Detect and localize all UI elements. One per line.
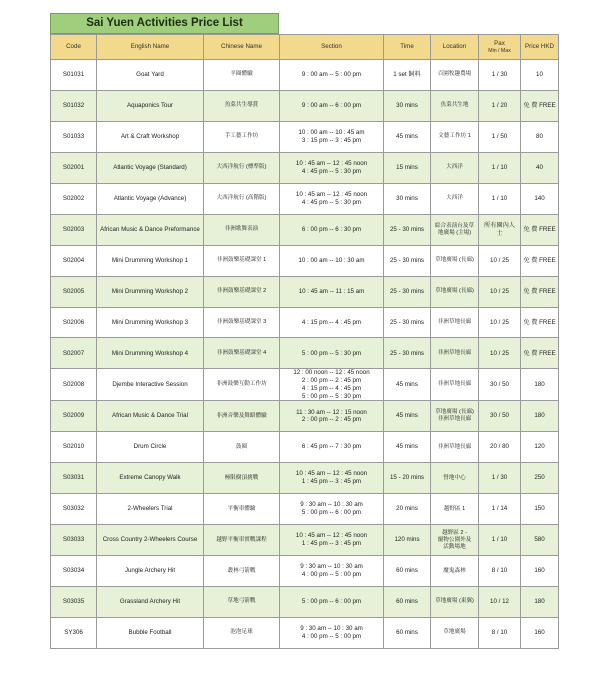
cell-code: S02004 bbox=[51, 245, 97, 276]
cell-code: S02007 bbox=[51, 338, 97, 369]
cell-english-name: Atlantic Voyage (Standard) bbox=[97, 152, 204, 183]
cell-pax: 所有園內人士 bbox=[479, 214, 521, 245]
cell-chinese-name: 鼓圈 bbox=[204, 432, 280, 463]
cell-time: 45 mins bbox=[384, 121, 431, 152]
header-time: Time bbox=[384, 35, 431, 60]
cell-time: 15 - 20 mins bbox=[384, 463, 431, 494]
cell-pax: 1 / 50 bbox=[479, 121, 521, 152]
cell-location: 草地廣場 (長廊) bbox=[431, 245, 479, 276]
cell-price: 免 費 FREE bbox=[521, 338, 559, 369]
cell-location: 大西洋 bbox=[431, 183, 479, 214]
cell-pax: 30 / 50 bbox=[479, 369, 521, 401]
cell-chinese-name: 手工藝工作坊 bbox=[204, 121, 280, 152]
cell-location: 草地廣場 (東翼) bbox=[431, 587, 479, 618]
cell-code: S03034 bbox=[51, 556, 97, 587]
cell-code: S02006 bbox=[51, 307, 97, 338]
table-row bbox=[51, 276, 559, 307]
cell-code: S02009 bbox=[51, 401, 97, 432]
cell-code: S03031 bbox=[51, 463, 97, 494]
cell-price: 160 bbox=[521, 617, 559, 648]
cell-code: S01032 bbox=[51, 90, 97, 121]
cell-section: 10 : 45 am -- 11 : 15 am bbox=[280, 276, 384, 307]
cell-section: 10 : 45 am -- 12 : 45 noon 1 : 45 pm -- 3 : 45 pm bbox=[280, 463, 384, 494]
table-row bbox=[51, 494, 559, 525]
header-pax-minmax: Min / Max bbox=[488, 47, 511, 54]
cell-time: 60 mins bbox=[384, 587, 431, 618]
cell-code: S03032 bbox=[51, 494, 97, 525]
table-row bbox=[51, 556, 559, 587]
cell-code: S02001 bbox=[51, 152, 97, 183]
cell-english-name: Mini Drumming Workshop 1 bbox=[97, 245, 204, 276]
cell-code: SY306 bbox=[51, 617, 97, 648]
cell-section: 10 : 45 am -- 12 : 45 noon 4 : 45 pm -- 5 : 30 pm bbox=[280, 183, 384, 214]
cell-price: 120 bbox=[521, 432, 559, 463]
header-location: Location bbox=[431, 35, 479, 60]
table-row bbox=[51, 525, 559, 556]
cell-time: 25 - 30 mins bbox=[384, 307, 431, 338]
cell-price: 180 bbox=[521, 369, 559, 401]
cell-english-name: Drum Circle bbox=[97, 432, 204, 463]
price-table bbox=[50, 34, 559, 649]
cell-location: 大西洋 bbox=[431, 152, 479, 183]
cell-chinese-name: 非洲音樂及舞蹈體驗 bbox=[204, 401, 280, 432]
table-row bbox=[51, 401, 559, 432]
cell-pax: 1 / 14 bbox=[479, 494, 521, 525]
cell-pax: 1 / 10 bbox=[479, 183, 521, 214]
table-row bbox=[51, 214, 559, 245]
cell-price: 180 bbox=[521, 587, 559, 618]
table-row bbox=[51, 463, 559, 494]
cell-section: 5 : 00 pm -- 5 : 30 pm bbox=[280, 338, 384, 369]
cell-time: 20 mins bbox=[384, 494, 431, 525]
cell-time: 60 mins bbox=[384, 556, 431, 587]
cell-time: 1 set 飼料 bbox=[384, 60, 431, 91]
cell-english-name: African Music & Dance Preformance bbox=[97, 214, 204, 245]
header-english-name: English Name bbox=[97, 35, 204, 60]
header-price: Price HKD bbox=[521, 35, 559, 60]
cell-location: 非洲草地長廊 bbox=[431, 432, 479, 463]
cell-pax: 30 / 50 bbox=[479, 401, 521, 432]
cell-time: 30 mins bbox=[384, 90, 431, 121]
cell-english-name: Goat Yard bbox=[97, 60, 204, 91]
cell-chinese-name: 非洲鼓樂基礎課堂 3 bbox=[204, 307, 280, 338]
cell-code: S03035 bbox=[51, 587, 97, 618]
cell-price: 580 bbox=[521, 525, 559, 556]
header-pax bbox=[479, 35, 521, 60]
cell-chinese-name: 泡泡足球 bbox=[204, 617, 280, 648]
cell-section: 5 : 00 pm -- 6 : 00 pm bbox=[280, 587, 384, 618]
cell-chinese-name: 非洲鼓樂基礎課堂 4 bbox=[204, 338, 280, 369]
cell-time: 45 mins bbox=[384, 369, 431, 401]
cell-english-name: Mini Drumming Workshop 2 bbox=[97, 276, 204, 307]
cell-pax: 8 / 10 bbox=[479, 556, 521, 587]
cell-pax: 1 / 30 bbox=[479, 463, 521, 494]
cell-price: 免 費 FREE bbox=[521, 245, 559, 276]
cell-chinese-name: 草地弓箭戰 bbox=[204, 587, 280, 618]
cell-code: S01033 bbox=[51, 121, 97, 152]
cell-section: 9 : 30 am -- 10 : 30 am 4 : 00 pm -- 5 : 00 pm bbox=[280, 556, 384, 587]
cell-english-name: Extreme Canopy Walk bbox=[97, 463, 204, 494]
header-section: Section bbox=[280, 35, 384, 60]
cell-chinese-name: 非洲歌舞表演 bbox=[204, 214, 280, 245]
cell-chinese-name: 非洲鼓樂互動工作坊 bbox=[204, 369, 280, 401]
cell-chinese-name: 平衡車體驗 bbox=[204, 494, 280, 525]
cell-english-name: Mini Drumming Workshop 4 bbox=[97, 338, 204, 369]
cell-code: S01031 bbox=[51, 60, 97, 91]
table-row bbox=[51, 307, 559, 338]
cell-english-name: Aquaponics Tour bbox=[97, 90, 204, 121]
cell-location: 綜合表演台及草地廣場 (主場) bbox=[431, 214, 479, 245]
cell-code: S02008 bbox=[51, 369, 97, 401]
table-row bbox=[51, 338, 559, 369]
table-row bbox=[51, 152, 559, 183]
cell-section: 9 : 30 am -- 10 : 30 am 5 : 00 pm -- 6 : 00 pm bbox=[280, 494, 384, 525]
cell-time: 45 mins bbox=[384, 432, 431, 463]
cell-code: S03033 bbox=[51, 525, 97, 556]
cell-section: 11 : 30 am -- 12 : 15 noon 2 : 00 pm -- 2 : 45 pm bbox=[280, 401, 384, 432]
cell-time: 120 mins bbox=[384, 525, 431, 556]
cell-time: 25 - 30 mins bbox=[384, 214, 431, 245]
cell-price: 140 bbox=[521, 183, 559, 214]
cell-time: 30 mins bbox=[384, 183, 431, 214]
header-chinese-name: Chinese Name bbox=[204, 35, 280, 60]
cell-english-name: Art & Craft Workshop bbox=[97, 121, 204, 152]
cell-location: 魔鬼森林 bbox=[431, 556, 479, 587]
cell-english-name: Mini Drumming Workshop 3 bbox=[97, 307, 204, 338]
cell-price: 150 bbox=[521, 494, 559, 525]
cell-location: 非洲草地長廊 bbox=[431, 307, 479, 338]
cell-price: 10 bbox=[521, 60, 559, 91]
cell-code: S02010 bbox=[51, 432, 97, 463]
cell-time: 25 - 30 mins bbox=[384, 245, 431, 276]
cell-section: 6 : 00 pm -- 6 : 30 pm bbox=[280, 214, 384, 245]
cell-pax: 1 / 20 bbox=[479, 90, 521, 121]
cell-time: 15 mins bbox=[384, 152, 431, 183]
cell-chinese-name: 非洲鼓樂基礎課堂 1 bbox=[204, 245, 280, 276]
cell-code: S02005 bbox=[51, 276, 97, 307]
cell-pax: 10 / 12 bbox=[479, 587, 521, 618]
cell-english-name: Grassland Archery Hit bbox=[97, 587, 204, 618]
cell-code: S02003 bbox=[51, 214, 97, 245]
cell-price: 免 費 FREE bbox=[521, 90, 559, 121]
cell-chinese-name: 羊圈體驗 bbox=[204, 60, 280, 91]
cell-location: 百園牧趣農場 bbox=[431, 60, 479, 91]
cell-price: 180 bbox=[521, 401, 559, 432]
table-row bbox=[51, 617, 559, 648]
cell-section: 10 : 00 am -- 10 : 45 am 3 : 15 pm -- 3 : 45 pm bbox=[280, 121, 384, 152]
cell-location: 草地廣場 (長廊) 非洲草地長廊 bbox=[431, 401, 479, 432]
table-row bbox=[51, 432, 559, 463]
cell-section: 9 : 00 am -- 5 : 00 pm bbox=[280, 60, 384, 91]
cell-pax: 10 / 25 bbox=[479, 245, 521, 276]
cell-price: 免 費 FREE bbox=[521, 276, 559, 307]
table-row bbox=[51, 121, 559, 152]
table-row bbox=[51, 369, 559, 401]
cell-section: 6 : 45 pm -- 7 : 30 pm bbox=[280, 432, 384, 463]
cell-pax: 1 / 10 bbox=[479, 152, 521, 183]
cell-code: S02002 bbox=[51, 183, 97, 214]
price-list-title: Sai Yuen Activities Price List bbox=[50, 13, 279, 34]
cell-section: 4 : 15 pm -- 4 : 45 pm bbox=[280, 307, 384, 338]
cell-price: 免 費 FREE bbox=[521, 214, 559, 245]
cell-english-name: 2-Wheelers Trial bbox=[97, 494, 204, 525]
cell-location: 草地廣場 (長廊) bbox=[431, 276, 479, 307]
cell-location: 草地廣場 bbox=[431, 617, 479, 648]
cell-english-name: Jungle Archery Hit bbox=[97, 556, 204, 587]
table-row bbox=[51, 587, 559, 618]
cell-location: 營地中心 bbox=[431, 463, 479, 494]
cell-pax: 10 / 25 bbox=[479, 307, 521, 338]
cell-location: 非洲草地長廊 bbox=[431, 338, 479, 369]
cell-pax: 1 / 10 bbox=[479, 525, 521, 556]
cell-pax: 20 / 80 bbox=[479, 432, 521, 463]
cell-location: 文藝工作坊 1 bbox=[431, 121, 479, 152]
cell-time: 25 - 30 mins bbox=[384, 338, 431, 369]
cell-section: 12 : 00 noon -- 12 : 45 noon 2 : 00 pm -- 2 : 45 pm 4 : 15 pm -- 4 : 45 pm 5 : 00 pm -- 5 : 30 pm bbox=[280, 369, 384, 401]
header-pax-label: Pax bbox=[494, 39, 505, 47]
cell-chinese-name: 非洲鼓樂基礎課堂 2 bbox=[204, 276, 280, 307]
cell-section: 9 : 30 am -- 10 : 30 am 4 : 00 pm -- 5 : 00 pm bbox=[280, 617, 384, 648]
cell-english-name: Djembe Interactive Session bbox=[97, 369, 204, 401]
cell-price: 250 bbox=[521, 463, 559, 494]
cell-price: 160 bbox=[521, 556, 559, 587]
cell-pax: 1 / 30 bbox=[479, 60, 521, 91]
header-code: Code bbox=[51, 35, 97, 60]
cell-price: 免 費 FREE bbox=[521, 307, 559, 338]
cell-price: 80 bbox=[521, 121, 559, 152]
cell-chinese-name: 大西洋航行 (標準版) bbox=[204, 152, 280, 183]
cell-english-name: Cross Country 2-Wheelers Course bbox=[97, 525, 204, 556]
cell-chinese-name: 魚菜共生導賞 bbox=[204, 90, 280, 121]
cell-english-name: African Music & Dance Trial bbox=[97, 401, 204, 432]
table-row bbox=[51, 183, 559, 214]
cell-price: 40 bbox=[521, 152, 559, 183]
cell-english-name: Atlantic Voyage (Advance) bbox=[97, 183, 204, 214]
cell-chinese-name: 極限樹頂挑戰 bbox=[204, 463, 280, 494]
cell-time: 60 mins bbox=[384, 617, 431, 648]
cell-time: 25 - 30 mins bbox=[384, 276, 431, 307]
cell-location: 越野區 1 bbox=[431, 494, 479, 525]
cell-chinese-name: 大西洋航行 (高階版) bbox=[204, 183, 280, 214]
cell-time: 45 mins bbox=[384, 401, 431, 432]
cell-pax: 10 / 25 bbox=[479, 276, 521, 307]
cell-section: 10 : 45 am -- 12 : 45 noon 1 : 45 pm -- 3 : 45 pm bbox=[280, 525, 384, 556]
cell-pax: 10 / 25 bbox=[479, 338, 521, 369]
cell-section: 9 : 00 am -- 6 : 00 pm bbox=[280, 90, 384, 121]
cell-chinese-name: 叢林弓箭戰 bbox=[204, 556, 280, 587]
cell-location: 魚菜共生地 bbox=[431, 90, 479, 121]
cell-section: 10 : 45 am -- 12 : 45 noon 4 : 45 pm -- 5 : 30 pm bbox=[280, 152, 384, 183]
cell-chinese-name: 越野平衡車實戰課程 bbox=[204, 525, 280, 556]
header-row bbox=[51, 35, 559, 60]
cell-location: 非洲草地長廊 bbox=[431, 369, 479, 401]
cell-english-name: Bubble Football bbox=[97, 617, 204, 648]
table-row bbox=[51, 245, 559, 276]
cell-location: 越野區 2 - 寵物公園外及 活動場地 bbox=[431, 525, 479, 556]
table-row bbox=[51, 90, 559, 121]
table-row bbox=[51, 60, 559, 91]
cell-pax: 8 / 10 bbox=[479, 617, 521, 648]
cell-section: 10 : 00 am -- 10 : 30 am bbox=[280, 245, 384, 276]
